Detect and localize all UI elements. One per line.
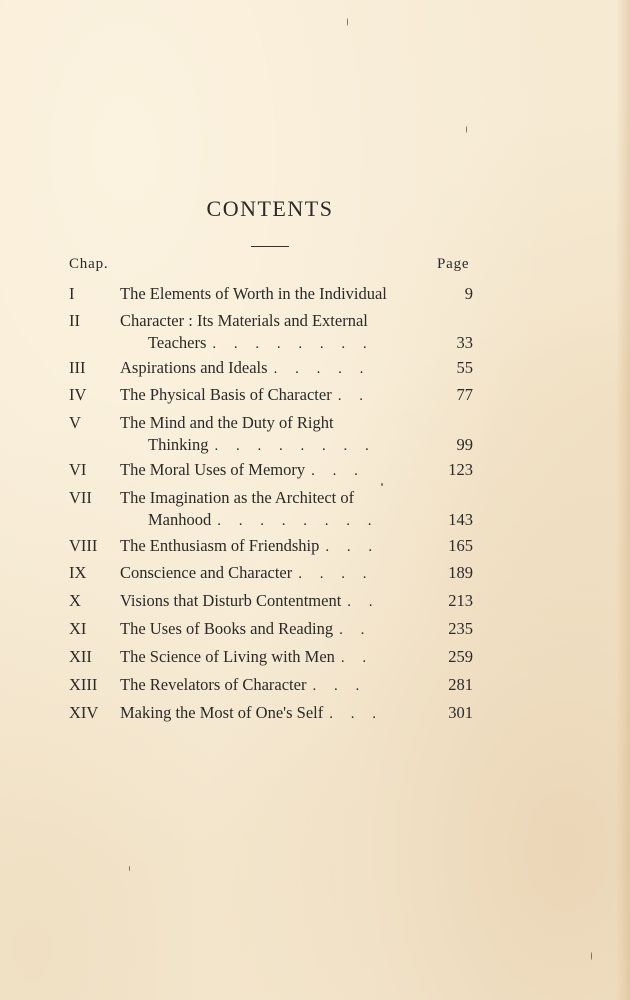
page-number: 281 (448, 675, 473, 694)
chapter-number: I (69, 284, 75, 303)
chapter-title (120, 702, 450, 725)
chapter-title-text-continued: Thinking (148, 435, 209, 454)
chapter-title-text: The Mind and the Duty of Right (120, 413, 334, 432)
chapter-number: IX (69, 563, 87, 582)
chapter-title-text-continued: Manhood (148, 510, 212, 529)
chapter-number: XI (69, 619, 87, 638)
leader-dots: . . . . . (273, 361, 371, 377)
toc-entry (0, 283, 630, 305)
toc-entry (0, 384, 630, 406)
toc-entry (0, 535, 630, 557)
chapter-number: II (69, 311, 80, 330)
chapter-title (120, 384, 450, 407)
page-number: 235 (448, 619, 473, 638)
page-number: 99 (456, 435, 473, 454)
chapter-title (120, 674, 450, 697)
chapter-title (120, 357, 450, 380)
leader-dots: . . . . . . . . (214, 438, 376, 454)
chapter-number: VI (69, 460, 87, 479)
toc-entry (0, 674, 630, 696)
chapter-number: V (69, 413, 81, 432)
page-number: 301 (448, 703, 473, 722)
page-number: 33 (456, 333, 473, 352)
chapter-title (120, 459, 450, 482)
toc-entry (0, 357, 630, 379)
chapter-title-text: The Revelators of Character (120, 675, 307, 694)
chapter-title-text: Making the Most of One's Self (120, 703, 324, 722)
page-number: 143 (448, 510, 473, 529)
page-number: 165 (448, 536, 473, 555)
chapter-title (120, 646, 450, 669)
chapter-title (120, 535, 450, 558)
page-number: 189 (448, 563, 473, 582)
toc-entry (0, 459, 630, 481)
leader-dots: . . (340, 650, 374, 666)
chapter-number: IV (69, 385, 87, 404)
chapter-title-text: The Uses of Books and Reading (120, 619, 334, 638)
chapter-title-text: Character : Its Materials and External (120, 311, 368, 330)
page-number: 259 (448, 647, 473, 666)
chapter-title-continued (148, 434, 418, 457)
leader-dots: . . . . . . . . (212, 336, 374, 352)
chapter-number: X (69, 591, 81, 610)
toc-entry (0, 412, 630, 456)
chapter-title (120, 618, 450, 641)
page-number: 77 (456, 385, 473, 404)
chapter-title-text: The Moral Uses of Memory (120, 460, 306, 479)
leader-dots: . . . (311, 463, 365, 479)
toc-entry (0, 487, 630, 531)
chapter-title-text: Aspirations and Ideals (120, 358, 268, 377)
chapter-title-continued (148, 509, 418, 532)
chapter-number: XIII (69, 675, 98, 694)
leader-dots: . . . (312, 678, 367, 694)
chapter-number: XII (69, 647, 92, 666)
chapter-title-text: Visions that Disturb Contentment (120, 591, 342, 610)
toc-entry (0, 310, 630, 354)
leader-dots: . . . . (298, 566, 374, 582)
page-number: 55 (456, 358, 473, 377)
page-number: 123 (448, 460, 473, 479)
toc-entry (0, 590, 630, 612)
page-title: CONTENTS (206, 196, 334, 221)
toc-entry (0, 646, 630, 668)
title-rule (251, 246, 289, 247)
leader-dots: . . . (325, 539, 380, 555)
chapter-title-continued (148, 332, 418, 355)
leader-dots: . . (339, 622, 372, 638)
chapter-title (120, 590, 450, 613)
toc-entry (0, 562, 630, 584)
chapter-number: III (69, 358, 86, 377)
chapter-title-text: The Enthusiasm of Friendship (120, 536, 320, 555)
toc-entry (0, 702, 630, 724)
toc-entry (0, 618, 630, 640)
leader-dots: . . (347, 594, 380, 610)
chapter-number: XIV (69, 703, 99, 722)
chapter-title-text-continued: Teachers (148, 333, 207, 352)
leader-dots: . . . . . . . . (217, 513, 379, 529)
leader-dots: . . (337, 388, 370, 404)
chapter-title-text: The Physical Basis of Character (120, 385, 332, 404)
chapter-title (120, 412, 450, 434)
chapter-title (120, 562, 450, 585)
chapter-title (120, 487, 450, 509)
chapter-title-text: The Elements of Worth in the Individual (120, 284, 387, 303)
chapter-number: VIII (69, 536, 98, 555)
page-number: 9 (464, 284, 473, 303)
chapter-column-header: Chap. (69, 256, 109, 272)
chapter-title (120, 283, 450, 305)
page-number: 213 (448, 591, 473, 610)
chapter-title-text: The Imagination as the Architect of (120, 488, 355, 507)
chapter-number: VII (69, 488, 92, 507)
page-column-header: Page (437, 256, 470, 272)
chapter-title-text: Conscience and Character (120, 563, 293, 582)
chapter-title-text: The Science of Living with Men (120, 647, 335, 666)
chapter-title (120, 310, 450, 332)
leader-dots: . . . (329, 706, 383, 722)
